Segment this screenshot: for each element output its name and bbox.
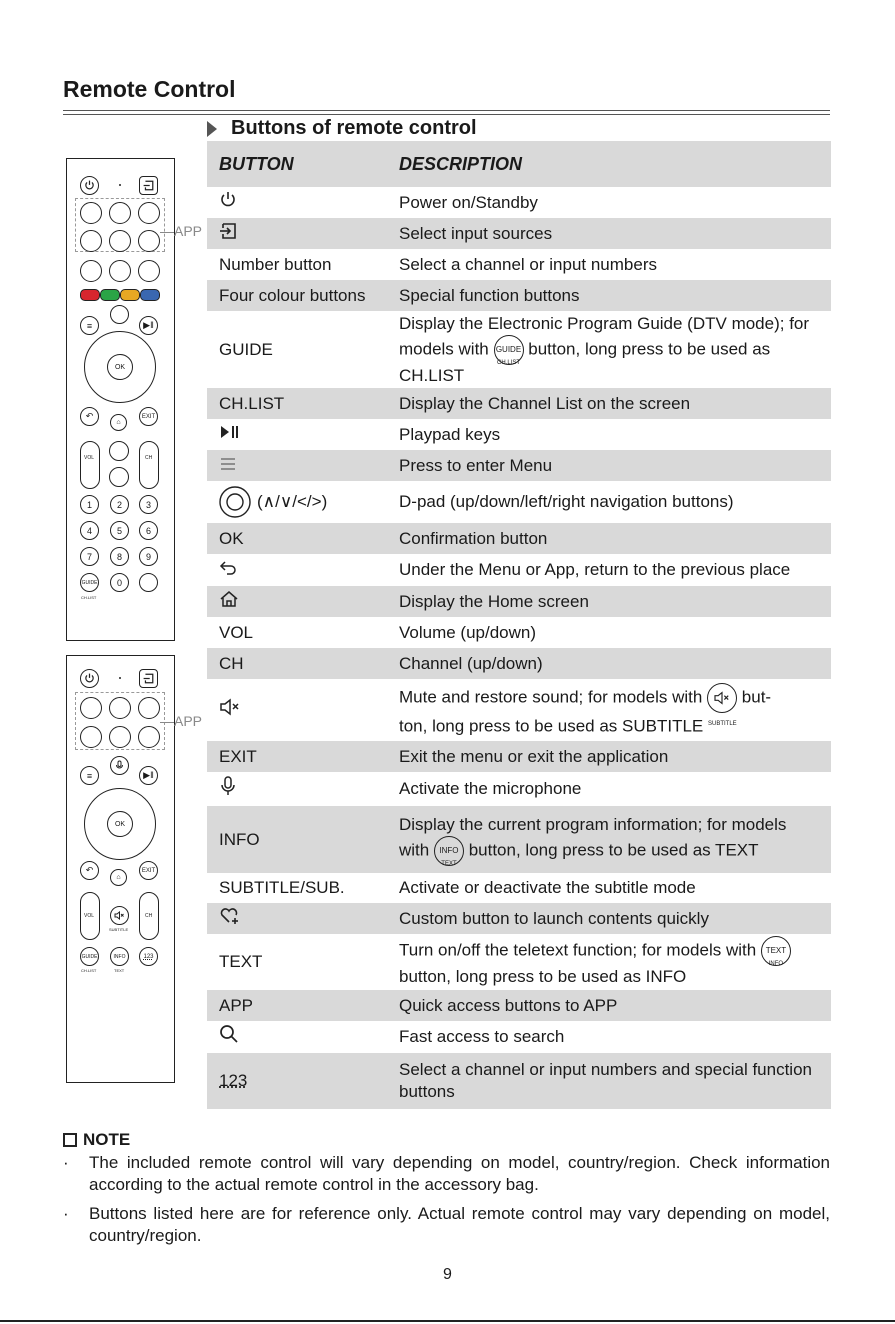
remote2-led bbox=[119, 677, 121, 679]
section-heading bbox=[207, 117, 477, 140]
remote2-vol-rocker: VOL bbox=[80, 892, 100, 940]
remote1-digit-3: 3 bbox=[139, 495, 158, 514]
app-pointer-line-2 bbox=[160, 722, 174, 723]
text-inline-icon: TEXT INFO bbox=[761, 936, 791, 966]
row-button: INFO bbox=[207, 806, 387, 873]
row-button: CH.LIST bbox=[207, 388, 387, 419]
buttons-table bbox=[207, 141, 831, 1109]
remote1-digit-9: 9 bbox=[139, 547, 158, 566]
remote1-app-button bbox=[138, 230, 160, 252]
row-description: Fast access to search bbox=[399, 1027, 565, 1046]
remote2-playpause-button: ▶ǁ bbox=[139, 766, 158, 785]
remote2-app-button bbox=[138, 726, 160, 748]
row-button: CH bbox=[207, 648, 387, 679]
remote2-app-button bbox=[138, 697, 160, 719]
page-title: Remote Control bbox=[63, 76, 236, 102]
app-pointer-line-1 bbox=[160, 232, 174, 233]
row-button: APP bbox=[207, 990, 387, 1021]
remote1-ok-button: OK bbox=[107, 354, 133, 380]
input-source-icon bbox=[219, 222, 237, 240]
row-description: Press to enter Menu bbox=[387, 450, 831, 481]
remote1-app-button bbox=[109, 202, 131, 224]
remote1-power-button bbox=[80, 176, 99, 195]
remote1-ch-rocker: CH bbox=[139, 441, 159, 489]
remote1-led bbox=[119, 184, 121, 186]
row-description: Custom button to launch contents quickly bbox=[387, 903, 831, 934]
remote2-123-button: 123 bbox=[139, 947, 158, 966]
row-description: Display the Electronic Program Guide (DTV mode); for models with GUIDE CH.LIST button, long press to be used as CH.LIST bbox=[399, 313, 810, 385]
table-row bbox=[207, 187, 831, 218]
table-row bbox=[207, 1053, 831, 1109]
table-row bbox=[207, 249, 831, 280]
row-button: OK bbox=[207, 523, 387, 554]
remote1-app-button bbox=[80, 202, 102, 224]
row-description: Power on/Standby bbox=[399, 192, 538, 212]
table-row bbox=[207, 873, 831, 903]
triangle-bullet-icon bbox=[207, 121, 217, 137]
note-icon bbox=[63, 1133, 77, 1147]
remote1-app-button bbox=[80, 230, 102, 252]
remote1-chlist-label: CH.LIST bbox=[81, 595, 97, 600]
row-description: Playpad keys bbox=[399, 424, 501, 444]
remote2-app-button bbox=[80, 726, 102, 748]
table-row bbox=[207, 741, 831, 772]
table-row bbox=[207, 554, 831, 586]
remote2-input-button bbox=[139, 669, 158, 688]
row-description: Select a channel or input numbers bbox=[399, 254, 657, 274]
play-pause-icon bbox=[219, 424, 241, 440]
row-description: Turn on/off the teletext function; for models with TEXT INFO button, long press to be used as INFO bbox=[387, 934, 831, 990]
remote2-exit-button: EXIT bbox=[139, 861, 158, 880]
mute-icon bbox=[219, 698, 241, 716]
remote2-home-button: ⌂ bbox=[110, 869, 127, 886]
header-description: DESCRIPTION bbox=[387, 141, 831, 187]
remote2-subtitle-label: SUBTITLE bbox=[109, 927, 129, 932]
remote1-red-button bbox=[80, 289, 100, 301]
search-icon bbox=[219, 1024, 239, 1044]
table-row bbox=[207, 388, 831, 419]
remote1-back-button: ↶ bbox=[80, 407, 99, 426]
remote1-button bbox=[139, 573, 158, 592]
row-button: Number button bbox=[219, 254, 332, 274]
row-description: Quick access buttons to APP bbox=[387, 990, 831, 1021]
row-button: Four colour buttons bbox=[207, 280, 387, 311]
table-row bbox=[207, 523, 831, 554]
remote1-menu-button: ≡ bbox=[80, 316, 99, 335]
remote1-guide-button: GUIDE bbox=[80, 573, 99, 592]
remote-control-2 bbox=[66, 655, 175, 1083]
remote1-digit-8: 8 bbox=[110, 547, 129, 566]
row-description: Exit the menu or exit the application bbox=[387, 741, 831, 772]
row-button: SUBTITLE/SUB. bbox=[219, 878, 345, 897]
remote1-blue-button bbox=[140, 289, 160, 301]
row-description: Confirmation button bbox=[387, 523, 831, 554]
row-description: Channel (up/down) bbox=[387, 648, 831, 679]
remote1-input-button bbox=[139, 176, 158, 195]
row-button: VOL bbox=[219, 622, 254, 642]
remote1-exit-button: EXIT bbox=[139, 407, 158, 426]
remote1-digit-1: 1 bbox=[80, 495, 99, 514]
remote2-ch-rocker: CH bbox=[139, 892, 159, 940]
table-row bbox=[207, 903, 831, 934]
remote2-app-button bbox=[109, 697, 131, 719]
row-description: Under the Menu or App, return to the previous place bbox=[399, 560, 791, 579]
row-description: Display the current program information; for models with INFO TEXT button, long press to be used as TEXT bbox=[387, 806, 831, 873]
menu-icon bbox=[219, 457, 237, 471]
row-button: EXIT bbox=[207, 741, 387, 772]
remote2-back-button: ↶ bbox=[80, 861, 99, 880]
remote1-app-button bbox=[138, 260, 160, 282]
remote2-text-label: TEXT bbox=[114, 968, 125, 973]
list-item: · Buttons listed here are for reference only. Actual remote control may vary depending on model, country/region. bbox=[63, 1204, 830, 1245]
list-item: · The included remote control will vary depending on model, country/region. Check information according to the actual remote control in the accessory bag. bbox=[63, 1153, 830, 1194]
remote1-digit-7: 7 bbox=[80, 547, 99, 566]
table-row bbox=[207, 934, 831, 990]
bottom-rule bbox=[0, 1320, 895, 1322]
remote1-digit-4: 4 bbox=[80, 521, 99, 540]
mute-inline-icon bbox=[707, 683, 737, 713]
remote1-digit-0: 0 bbox=[110, 573, 129, 592]
remote1-app-button bbox=[109, 260, 131, 282]
table-row bbox=[207, 586, 831, 617]
number-123-icon: 123 bbox=[219, 1071, 248, 1090]
header-button: BUTTON bbox=[207, 141, 387, 187]
table-row bbox=[207, 311, 831, 388]
remote1-vol-rocker: VOL bbox=[80, 441, 100, 489]
app-label-2: APP bbox=[174, 713, 203, 729]
section-heading-text: Buttons of remote control bbox=[231, 117, 477, 139]
page-number: 9 bbox=[443, 1266, 452, 1283]
back-icon bbox=[219, 559, 237, 575]
table-row bbox=[207, 648, 831, 679]
row-description: Display the Channel List on the screen bbox=[387, 388, 831, 419]
home-icon bbox=[219, 590, 239, 608]
remote1-digit-6: 6 bbox=[139, 521, 158, 540]
table-row bbox=[207, 280, 831, 311]
row-description: Mute and restore sound; for models with but- ton, long press to be used as SUBTITLE $^{SUBTITLE}$ bbox=[387, 679, 831, 741]
remote2-app-button bbox=[80, 697, 102, 719]
remote2-app-button bbox=[109, 726, 131, 748]
remote1-green-button bbox=[100, 289, 120, 301]
microphone-icon bbox=[219, 776, 237, 796]
remote2-menu-button: ≡ bbox=[80, 766, 99, 785]
remote1-app-button bbox=[80, 260, 102, 282]
guide-inline-icon: GUIDE CH.LIST bbox=[494, 335, 524, 365]
app-label-1: APP bbox=[174, 223, 203, 239]
remote1-guide-top-button bbox=[110, 305, 129, 324]
title-rule-top bbox=[63, 110, 830, 111]
table-row: (∧/∨/</>) D-pad (up/down/left/right navigation buttons) bbox=[207, 481, 831, 523]
remote2-info-button: INFO bbox=[110, 947, 129, 966]
row-button: GUIDE bbox=[219, 339, 273, 359]
note-heading: NOTE bbox=[63, 1130, 130, 1150]
row-description: Display the Home screen bbox=[387, 586, 831, 617]
custom-heart-icon bbox=[219, 907, 241, 925]
table-row bbox=[207, 806, 831, 873]
row-button: TEXT bbox=[219, 952, 263, 971]
title-rule-bottom bbox=[63, 114, 830, 115]
remote2-power-button bbox=[80, 669, 99, 688]
power-icon bbox=[219, 191, 237, 209]
remote1-digit-5: 5 bbox=[110, 521, 129, 540]
remote1-app-button bbox=[138, 202, 160, 224]
remote1-app-button bbox=[109, 230, 131, 252]
table-row bbox=[207, 772, 831, 806]
remote1-yellow-button bbox=[120, 289, 140, 301]
row-description: D-pad (up/down/left/right navigation buttons) bbox=[399, 492, 734, 511]
remote2-chlist-label: CH.LIST bbox=[81, 968, 97, 973]
info-inline-icon: INFO TEXT bbox=[434, 836, 464, 866]
remote2-mute-button bbox=[110, 906, 129, 925]
remote1-playpause-button: ▶ǁ bbox=[139, 316, 158, 335]
remote2-ok-button: OK bbox=[107, 811, 133, 837]
table-header-row bbox=[207, 141, 831, 187]
table-row bbox=[207, 218, 831, 249]
table-row bbox=[207, 1021, 831, 1053]
dpad-icon bbox=[219, 486, 251, 518]
row-description: Activate the microphone bbox=[399, 779, 582, 798]
note-list bbox=[63, 1152, 830, 1254]
row-description: Special function buttons bbox=[387, 280, 831, 311]
table-row bbox=[207, 679, 831, 741]
row-description: Volume (up/down) bbox=[399, 622, 537, 642]
row-description: Select input sources bbox=[387, 218, 831, 249]
remote-control-1 bbox=[66, 158, 175, 641]
remote1-button bbox=[109, 441, 129, 461]
remote1-home-button: ⌂ bbox=[110, 414, 127, 431]
table-row bbox=[207, 990, 831, 1021]
remote2-guide-button: GUIDE bbox=[80, 947, 99, 966]
row-description: Select a channel or input numbers and special function buttons bbox=[387, 1053, 831, 1109]
table-row bbox=[207, 419, 831, 450]
row-description: Activate or deactivate the subtitle mode bbox=[399, 878, 696, 897]
table-row bbox=[207, 617, 831, 648]
remote1-digit-2: 2 bbox=[110, 495, 129, 514]
remote2-mic-button bbox=[110, 756, 129, 775]
table-row bbox=[207, 450, 831, 481]
remote1-button bbox=[109, 467, 129, 487]
